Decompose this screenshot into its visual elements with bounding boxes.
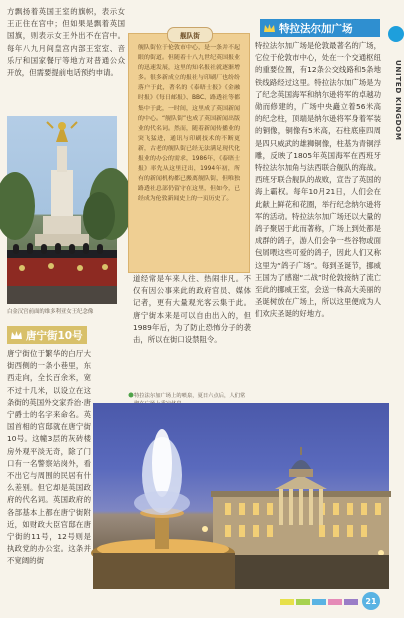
downing-street-paragraph: 唐宁街位于繁华的白厅大街西侧的一条小巷里，东西走向，全长百余米，宽不过十几米，以设立在这条街的英国外交家乔治·唐宁爵士的名字来命名。英国首相的官邸就在唐宁街10号。这幢3层的灰砖楼房外观平淡无奇，除了门口有一名警察站岗外，看不出它与周围的民居有什么差别。但它却是英国政府的代名词。英国政府的各部基本上都在唐宁街附近，如财政大臣官邸在唐宁街的11号，12号则是执政党的办公室。这条并不宽阔的街	[7, 349, 91, 566]
trafalgar-square-photo	[93, 403, 389, 589]
palace-flag-paragraph: 方飘扬着英国王室的旗帜，表示女王正住在宫中；但如果是飘着英国国旗，则表示女王外出不在宫中。每年八九月间皇宫内部王室室、音乐厅和国家餐厅等地方对普通公众开放，但需要提前电话预约申请。	[7, 7, 125, 78]
page-number-badge	[362, 592, 380, 610]
footer-color-stripes	[280, 599, 360, 605]
crown-icon	[263, 22, 276, 35]
downing-street-heading-label: 唐宁街10号	[26, 329, 83, 342]
fleet-street-sidebar	[128, 33, 250, 273]
section-tab-marker	[388, 26, 404, 42]
downing-street-continued-paragraph: 道经常是车来人往、热闹非凡。不仅有因公事来此的政府官员、媒体记者，更有大量观光客云集于此。唐宁街本来是可以自由出入的，但1989年后，为了防止恐怖分子的袭击，所以在街口设禁阻令。	[133, 274, 251, 345]
victoria-memorial-caption: 白金汉宫前面的维多利亚女王纪念像	[7, 309, 94, 315]
crown-icon	[10, 329, 23, 342]
sidebar-title: 舰队街	[180, 32, 200, 40]
downing-street-heading	[7, 326, 87, 344]
trafalgar-square-heading	[260, 19, 380, 37]
page-number: 21	[365, 596, 377, 606]
victoria-memorial-photo	[7, 116, 117, 304]
fountain-caption: 特拉法尔加广场上的喷泉，夏日六点后，人们常	[134, 393, 246, 399]
sidebar-paragraph: 舰队街位于伦敦市中心，是一条并不起眼的街道。但随着十八九世纪英国报业的迅速发展，这里的知名报社就逐渐增多。很多新成立的报社与印刷厂也纷纷落户于此，著名的《泰晤士报》《金融时报》《每日邮报》、BBC、路透社等都集中于此，一时间，这里成了英国新闻的中心。“舰队街”也成了英国新闻出版业的代名词。然而，随着新闻传播业的突飞猛进，通讯与印刷技术的不断更新，古老的舰队街已经无法满足现代化报业的办公的需求，1986年，《泰晤士报》率先从这里迁出，1994年初，所有的新闻机构都已搬离舰队街，但唯独路透社总部仍留守在这里，但如今，已经成为伦敦新闻史上的一页历史了。	[138, 45, 240, 203]
trafalgar-square-paragraph: 特拉法尔加广场是伦敦最著名的广场，它位于伦敦市中心，处在一个交通枢纽的重要位置，有12条公交线路和5条地铁线路经过这里。特拉法尔加广场是为了纪念英国海军和纳尔逊将军的卓越功勋而修建的，广场中央矗立着56米高的纪念柱，顶端是纳尔逊将军身着军装的铜像，铜像有5米高，石柱底座四周是四只威武的雄狮铜像，柱基为青铜浮雕，反映了1805年英国海军在西班牙特拉法尔加角与法西联合舰队的海战。西班牙联合舰队的战败，宣告了英国的海上霸权。每年10月21日，人们会在此献上鲜花和花圈，举行纪念纳尔逊将军的活动。特拉法尔加广场还以大量的鸽子聚居于此而著称，广场上到处都是成群的鸽子，游人们会争一些谷物或面包屑喂这些可爱的鸽子，因此人们又称这里为“鸽子广场”。每到圣诞节，挪威王国为了感谢“二战”时伦敦接纳了流亡至此的挪威王室，会送一株高大美丽的圣诞树放在广场上，所以这里便成为人们欢庆圣诞的好地方。	[255, 41, 381, 319]
sidebar-title-pill	[167, 27, 213, 43]
country-section-label: UNITED KINGDOM	[394, 60, 403, 141]
trafalgar-square-heading-label: 特拉法尔加广场	[279, 22, 353, 35]
